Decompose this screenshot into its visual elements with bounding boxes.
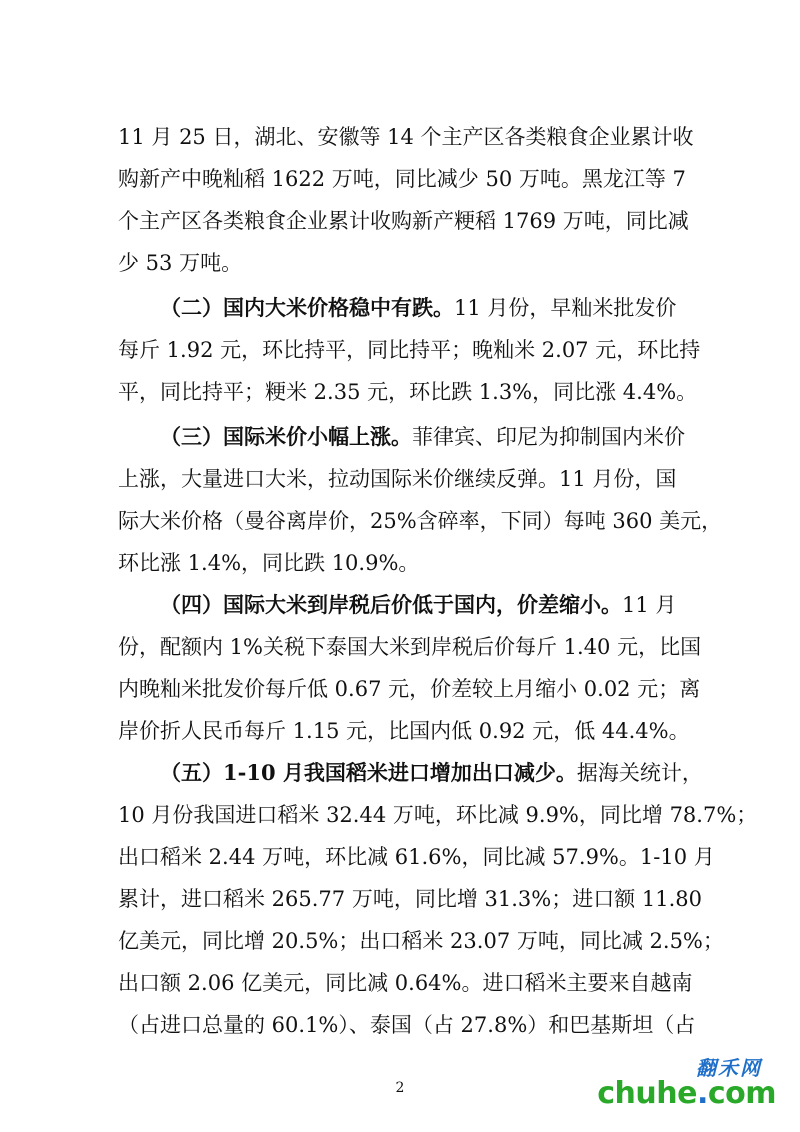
text-line: 际大米价格（曼谷离岸价，25%含碎率，下同）每吨 360 美元， [118, 509, 723, 533]
section-heading: （五）1-10 月我国稻米进口增加出口减少。 [160, 760, 577, 785]
text-line [118, 287, 686, 329]
paragraph-international-rice-price [118, 416, 723, 584]
text-line [118, 752, 703, 794]
text-line: （占进口总量的 60.1%）、泰国（占 27.8%）和巴基斯坦（占 [118, 1013, 696, 1037]
text-run: 菲律宾、印尼为抑制国内米价 [412, 425, 685, 449]
section-heading: （三）国际米价小幅上涨。 [160, 424, 412, 449]
text-line: 出口稻米 2.44 万吨，环比减 61.6%，同比减 57.9%。1-10 月 [118, 845, 715, 869]
text-line: 内晚籼米批发价每斤低 0.67 元，价差较上月缩小 0.02 元；离 [118, 677, 701, 701]
text-line: 累计，进口稻米 265.77 万吨，同比增 31.3%；进口额 11.80 [118, 887, 703, 911]
watermark-chinese-name: 翻禾网 [696, 1056, 762, 1080]
paragraph-rice-procurement [118, 116, 694, 284]
text-line [118, 416, 686, 458]
text-line: 环比涨 1.4%，同比跌 10.9%。 [118, 551, 420, 575]
text-line: 个主产区各类粮食企业累计收购新产粳稻 1769 万吨，同比减 [118, 209, 689, 233]
text-line [118, 584, 686, 626]
text-line: 岸价折人民币每斤 1.15 元，比国内低 0.92 元，低 44.4%。 [118, 719, 690, 743]
text-line: 亿美元，同比增 20.5%；出口稻米 23.07 万吨，同比减 2.5%； [118, 929, 724, 953]
paragraph-import-price-gap [118, 584, 702, 752]
watermark-tld: com [707, 1076, 776, 1111]
paragraph-domestic-rice-price [118, 287, 701, 413]
section-heading: （二）国内大米价格稳中有跌。 [160, 295, 454, 320]
text-line: 上涨，大量进口大米，拉动国际米价继续反弹。11 月份，国 [118, 467, 677, 491]
text-line: 少 53 万吨。 [118, 251, 243, 275]
text-line: 11 月 25 日，湖北、安徽等 14 个主产区各类粮食企业累计收 [118, 125, 694, 149]
text-line: 出口额 2.06 亿美元，同比减 0.64%。进口稻米主要来自越南 [118, 971, 693, 995]
watermark-logo [597, 1052, 776, 1124]
watermark-dot: . [696, 1076, 708, 1111]
section-heading: （四）国际大米到岸税后价低于国内，价差缩小。 [160, 592, 622, 617]
text-run: 11 月份，早籼米批发价 [454, 296, 677, 320]
text-line: 每斤 1.92 元，环比持平，同比持平；晚籼米 2.07 元，环比持 [118, 338, 701, 362]
text-line: 购新产中晚籼稻 1622 万吨，同比减少 50 万吨。黑龙江等 7 [118, 167, 686, 191]
text-run: 11 月 [622, 593, 677, 617]
text-line: 平，同比持平；粳米 2.35 元，环比跌 1.3%，同比涨 4.4%。 [118, 380, 698, 404]
page-number: 2 [395, 1080, 405, 1096]
watermark-brand: chuhe [597, 1076, 697, 1111]
text-line: 10 月份我国进口稻米 32.44 万吨，环比减 9.9%，同比增 78.7%； [118, 803, 758, 827]
text-line: 份，配额内 1%关税下泰国大米到岸税后价每斤 1.40 元，比国 [118, 635, 702, 659]
paragraph-import-export [118, 752, 758, 1046]
text-run: 据海关统计， [576, 761, 703, 785]
watermark-domain [597, 1076, 776, 1111]
